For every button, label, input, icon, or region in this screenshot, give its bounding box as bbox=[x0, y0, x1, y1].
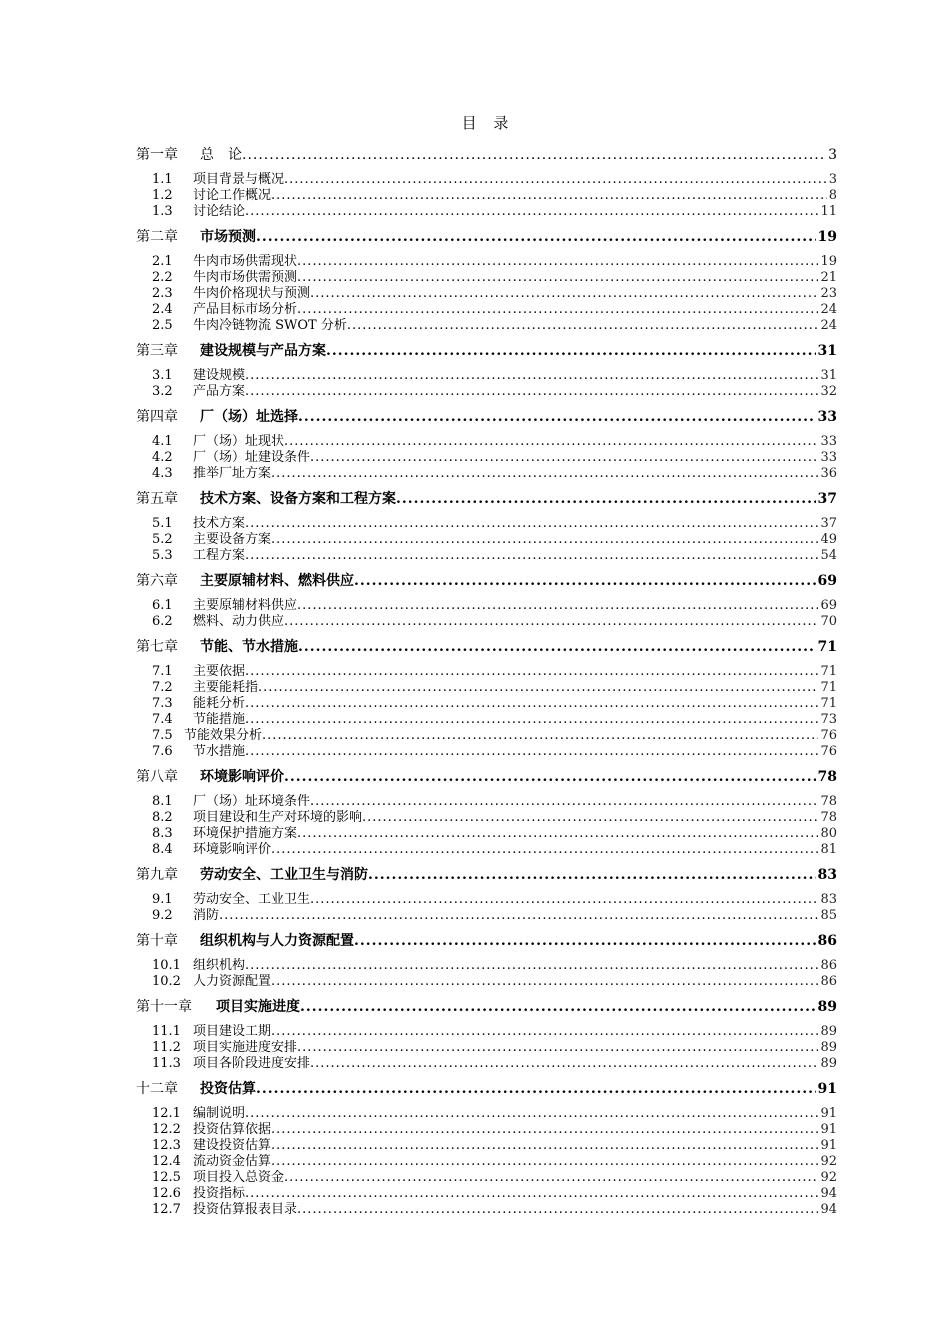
section-page-number: 33 bbox=[820, 450, 837, 465]
dot-leader bbox=[245, 1186, 818, 1202]
chapter-number: 第十章 bbox=[136, 933, 178, 949]
toc-section-entry[interactable] bbox=[136, 908, 837, 924]
section-title: 流动资金估算 bbox=[193, 1154, 272, 1169]
section-title: 项目建设工期 bbox=[193, 1024, 272, 1039]
section-number: 10.2 bbox=[152, 974, 181, 989]
section-page-number: 91 bbox=[820, 1138, 837, 1153]
chapter-page-number: 69 bbox=[817, 573, 837, 589]
toc-section-entry[interactable] bbox=[136, 172, 837, 188]
section-page-number: 36 bbox=[820, 466, 837, 481]
section-number: 5.1 bbox=[152, 516, 173, 531]
chapter-number: 第五章 bbox=[136, 491, 178, 507]
section-title: 主要能耗指 bbox=[193, 680, 259, 695]
section-title: 环境影响评价 bbox=[193, 842, 272, 857]
section-page-number: 70 bbox=[820, 614, 837, 629]
toc-section-entry[interactable] bbox=[136, 892, 837, 908]
section-page-number: 86 bbox=[820, 974, 837, 989]
chapter-title: 项目实施进度 bbox=[216, 999, 300, 1015]
section-number: 9.1 bbox=[152, 892, 173, 907]
section-number: 4.1 bbox=[152, 434, 173, 449]
dot-leader bbox=[245, 1106, 818, 1122]
chapter-page-number: 83 bbox=[817, 867, 837, 883]
toc-chapter-entry[interactable] bbox=[136, 228, 837, 246]
dot-leader bbox=[354, 932, 816, 950]
section-number: 7.6 bbox=[152, 744, 173, 759]
section-number: 12.1 bbox=[152, 1106, 181, 1121]
chapter-title: 劳动安全、工业卫生与消防 bbox=[200, 867, 368, 883]
section-title: 编制说明 bbox=[193, 1106, 246, 1121]
section-title: 消防 bbox=[193, 908, 220, 923]
section-page-number: 71 bbox=[820, 680, 837, 695]
toc-section-entry[interactable] bbox=[136, 794, 837, 810]
dot-leader bbox=[297, 254, 818, 270]
dot-leader bbox=[271, 466, 818, 482]
toc-section-entry[interactable] bbox=[136, 532, 837, 548]
section-number: 4.2 bbox=[152, 450, 173, 465]
section-number: 2.5 bbox=[152, 318, 173, 333]
section-number: 12.5 bbox=[152, 1170, 181, 1185]
toc-chapter-entry[interactable] bbox=[136, 342, 837, 360]
section-page-number: 31 bbox=[820, 368, 837, 383]
toc-section-entry[interactable] bbox=[136, 1186, 837, 1202]
dot-leader bbox=[354, 572, 816, 590]
section-number: 11.1 bbox=[152, 1024, 181, 1039]
section-title: 投资指标 bbox=[193, 1186, 246, 1201]
dot-leader bbox=[245, 368, 818, 384]
chapter-number: 十二章 bbox=[136, 1081, 178, 1097]
section-number: 4.3 bbox=[152, 466, 173, 481]
section-number: 7.1 bbox=[152, 664, 173, 679]
chapter-title: 投资估算 bbox=[200, 1081, 256, 1097]
toc-section-entry[interactable] bbox=[136, 826, 837, 842]
chapter-number: 第二章 bbox=[136, 229, 178, 245]
toc-section-entry[interactable] bbox=[136, 974, 837, 990]
toc-section-entry[interactable] bbox=[136, 1154, 837, 1170]
dot-leader bbox=[219, 908, 818, 924]
toc-section-entry[interactable] bbox=[136, 548, 837, 564]
chapter-number: 第一章 bbox=[136, 147, 178, 163]
chapter-page-number: 3 bbox=[828, 147, 837, 163]
section-page-number: 89 bbox=[820, 1056, 837, 1071]
section-title: 产品方案 bbox=[193, 384, 246, 399]
dot-leader bbox=[297, 826, 818, 842]
dot-leader bbox=[297, 270, 818, 286]
toc-section-entry[interactable] bbox=[136, 318, 837, 334]
dot-leader bbox=[271, 1138, 818, 1154]
dot-leader bbox=[271, 974, 818, 990]
chapter-page-number: 19 bbox=[817, 229, 837, 245]
dot-leader bbox=[271, 1024, 818, 1040]
section-title: 讨论工作概况 bbox=[193, 188, 272, 203]
section-page-number: 92 bbox=[820, 1154, 837, 1169]
chapter-number: 第七章 bbox=[136, 639, 178, 655]
section-title: 项目背景与概况 bbox=[193, 172, 285, 187]
section-page-number: 81 bbox=[820, 842, 837, 857]
dot-leader bbox=[245, 696, 818, 712]
dot-leader bbox=[245, 712, 818, 728]
section-page-number: 24 bbox=[820, 302, 837, 317]
dot-leader bbox=[245, 664, 818, 680]
dot-leader bbox=[310, 286, 818, 302]
toc-section-entry[interactable] bbox=[136, 204, 837, 220]
section-number: 2.4 bbox=[152, 302, 173, 317]
section-page-number: 54 bbox=[820, 548, 837, 563]
toc-section-entry[interactable] bbox=[136, 1056, 837, 1072]
chapter-title: 节能、节水措施 bbox=[200, 639, 298, 655]
section-number: 2.1 bbox=[152, 254, 173, 269]
chapter-page-number: 71 bbox=[817, 639, 837, 655]
section-page-number: 3 bbox=[828, 172, 837, 187]
section-title: 节能措施 bbox=[193, 712, 246, 727]
dot-leader bbox=[258, 680, 818, 696]
section-number: 5.3 bbox=[152, 548, 173, 563]
section-number: 12.4 bbox=[152, 1154, 181, 1169]
section-number: 6.2 bbox=[152, 614, 173, 629]
dot-leader bbox=[310, 450, 818, 466]
section-title: 推举厂址方案 bbox=[193, 466, 272, 481]
dot-leader bbox=[300, 998, 816, 1016]
toc-chapter-entry[interactable] bbox=[136, 866, 837, 884]
toc-section-entry[interactable] bbox=[136, 466, 837, 482]
toc-section-entry[interactable] bbox=[136, 664, 837, 680]
section-number: 3.2 bbox=[152, 384, 173, 399]
section-title: 项目投入总资金 bbox=[193, 1170, 285, 1185]
section-number: 1.3 bbox=[152, 204, 173, 219]
dot-leader bbox=[284, 172, 827, 188]
section-page-number: 78 bbox=[820, 810, 837, 825]
section-page-number: 91 bbox=[820, 1122, 837, 1137]
section-page-number: 37 bbox=[820, 516, 837, 531]
section-title: 牛肉市场供需现状 bbox=[193, 254, 298, 269]
dot-leader bbox=[310, 794, 818, 810]
dot-leader bbox=[245, 204, 818, 220]
section-number: 5.2 bbox=[152, 532, 173, 547]
table-of-contents bbox=[136, 146, 837, 1218]
toc-section-entry[interactable] bbox=[136, 1106, 837, 1122]
section-number: 8.1 bbox=[152, 794, 173, 809]
section-title: 项目各阶段进度安排 bbox=[193, 1056, 311, 1071]
section-number: 2.3 bbox=[152, 286, 173, 301]
dot-leader bbox=[271, 842, 818, 858]
dot-leader bbox=[298, 408, 816, 426]
toc-section-entry[interactable] bbox=[136, 368, 837, 384]
toc-section-entry[interactable] bbox=[136, 188, 837, 204]
section-title: 工程方案 bbox=[193, 548, 246, 563]
dot-leader bbox=[245, 384, 818, 400]
section-page-number: 94 bbox=[820, 1202, 837, 1217]
dot-leader bbox=[262, 728, 818, 744]
dot-leader bbox=[256, 1080, 816, 1098]
section-page-number: 71 bbox=[820, 696, 837, 711]
section-title: 产品目标市场分析 bbox=[193, 302, 298, 317]
section-title: 厂（场）址环境条件 bbox=[193, 794, 311, 809]
section-number: 8.4 bbox=[152, 842, 173, 857]
section-number: 7.5 bbox=[152, 728, 173, 743]
toc-section-entry[interactable] bbox=[136, 516, 837, 532]
toc-section-entry[interactable] bbox=[136, 680, 837, 696]
section-page-number: 86 bbox=[820, 958, 837, 973]
section-title: 牛肉价格现状与预测 bbox=[193, 286, 311, 301]
section-page-number: 73 bbox=[820, 712, 837, 727]
dot-leader bbox=[271, 532, 818, 548]
toc-chapter-entry[interactable] bbox=[136, 1080, 837, 1098]
chapter-page-number: 91 bbox=[817, 1081, 837, 1097]
section-number: 12.3 bbox=[152, 1138, 181, 1153]
dot-leader bbox=[284, 434, 818, 450]
section-page-number: 49 bbox=[820, 532, 837, 547]
chapter-title: 环境影响评价 bbox=[200, 769, 284, 785]
dot-leader bbox=[347, 318, 819, 334]
section-title: 牛肉冷链物流 SWOT 分析 bbox=[193, 318, 347, 333]
section-page-number: 8 bbox=[828, 188, 837, 203]
section-number: 7.4 bbox=[152, 712, 173, 727]
dot-leader bbox=[245, 958, 818, 974]
toc-section-entry[interactable] bbox=[136, 1138, 837, 1154]
section-page-number: 92 bbox=[820, 1170, 837, 1185]
chapter-page-number: 89 bbox=[817, 999, 837, 1015]
section-page-number: 91 bbox=[820, 1106, 837, 1121]
toc-section-entry[interactable] bbox=[136, 842, 837, 858]
section-title: 建设投资估算 bbox=[193, 1138, 272, 1153]
toc-section-entry[interactable] bbox=[136, 434, 837, 450]
section-number: 12.7 bbox=[152, 1202, 181, 1217]
chapter-title: 总 论 bbox=[200, 147, 242, 163]
toc-section-entry[interactable] bbox=[136, 614, 837, 630]
toc-section-entry[interactable] bbox=[136, 254, 837, 270]
section-page-number: 23 bbox=[820, 286, 837, 301]
section-title: 投资估算报表目录 bbox=[193, 1202, 298, 1217]
section-number: 11.2 bbox=[152, 1040, 181, 1055]
section-title: 主要依据 bbox=[193, 664, 246, 679]
section-title: 节水措施 bbox=[193, 744, 246, 759]
toc-title: 目 录 bbox=[461, 114, 515, 132]
toc-section-entry[interactable] bbox=[136, 450, 837, 466]
section-number: 8.2 bbox=[152, 810, 173, 825]
toc-section-entry[interactable] bbox=[136, 302, 837, 318]
section-number: 7.2 bbox=[152, 680, 173, 695]
section-number: 3.1 bbox=[152, 368, 173, 383]
section-title: 讨论结论 bbox=[193, 204, 246, 219]
section-page-number: 32 bbox=[820, 384, 837, 399]
section-page-number: 89 bbox=[820, 1040, 837, 1055]
section-page-number: 85 bbox=[820, 908, 837, 923]
section-number: 7.3 bbox=[152, 696, 173, 711]
section-title: 燃料、动力供应 bbox=[193, 614, 285, 629]
chapter-number: 第三章 bbox=[136, 343, 178, 359]
toc-section-entry[interactable] bbox=[136, 1202, 837, 1218]
toc-section-entry[interactable] bbox=[136, 696, 837, 712]
toc-chapter-entry[interactable] bbox=[136, 408, 837, 426]
dot-leader bbox=[297, 1040, 818, 1056]
toc-section-entry[interactable] bbox=[136, 1024, 837, 1040]
section-title: 技术方案 bbox=[193, 516, 246, 531]
section-title: 项目实施进度安排 bbox=[193, 1040, 298, 1055]
section-number: 12.6 bbox=[152, 1186, 181, 1201]
chapter-page-number: 86 bbox=[817, 933, 837, 949]
section-title: 劳动安全、工业卫生 bbox=[193, 892, 311, 907]
dot-leader bbox=[271, 188, 827, 204]
section-title: 主要原辅材料供应 bbox=[193, 598, 298, 613]
dot-leader bbox=[245, 744, 818, 760]
chapter-title: 技术方案、设备方案和工程方案 bbox=[200, 491, 396, 507]
section-page-number: 80 bbox=[820, 826, 837, 841]
dot-leader bbox=[362, 810, 818, 826]
dot-leader bbox=[271, 1154, 818, 1170]
section-title: 人力资源配置 bbox=[193, 974, 272, 989]
dot-leader bbox=[284, 614, 818, 630]
toc-section-entry[interactable] bbox=[136, 744, 837, 760]
toc-section-entry[interactable] bbox=[136, 384, 837, 400]
dot-leader bbox=[368, 866, 816, 884]
toc-section-entry[interactable] bbox=[136, 1040, 837, 1056]
section-page-number: 94 bbox=[820, 1186, 837, 1201]
section-number: 1.2 bbox=[152, 188, 173, 203]
chapter-number: 第六章 bbox=[136, 573, 178, 589]
section-page-number: 21 bbox=[820, 270, 837, 285]
section-title: 组织机构 bbox=[193, 958, 246, 973]
section-number: 12.2 bbox=[152, 1122, 181, 1137]
chapter-page-number: 78 bbox=[817, 769, 837, 785]
toc-section-entry[interactable] bbox=[136, 286, 837, 302]
section-title: 牛肉市场供需预测 bbox=[193, 270, 298, 285]
toc-chapter-entry[interactable] bbox=[136, 998, 837, 1016]
toc-chapter-entry[interactable] bbox=[136, 572, 837, 590]
section-page-number: 11 bbox=[820, 204, 837, 219]
section-title: 主要设备方案 bbox=[193, 532, 272, 547]
toc-chapter-entry[interactable] bbox=[136, 146, 837, 164]
dot-leader bbox=[396, 490, 816, 508]
section-page-number: 71 bbox=[820, 664, 837, 679]
section-number: 6.1 bbox=[152, 598, 173, 613]
toc-section-entry[interactable] bbox=[136, 958, 837, 974]
chapter-number: 第八章 bbox=[136, 769, 178, 785]
section-page-number: 69 bbox=[820, 598, 837, 613]
toc-section-entry[interactable] bbox=[136, 1122, 837, 1138]
chapter-title: 主要原辅材料、燃料供应 bbox=[200, 573, 354, 589]
dot-leader bbox=[284, 768, 816, 786]
toc-chapter-entry[interactable] bbox=[136, 490, 837, 508]
chapter-number: 第十一章 bbox=[136, 999, 192, 1015]
section-number: 10.1 bbox=[152, 958, 181, 973]
toc-chapter-entry[interactable] bbox=[136, 638, 837, 656]
chapter-page-number: 31 bbox=[817, 343, 837, 359]
section-page-number: 76 bbox=[820, 728, 837, 743]
chapter-number: 第九章 bbox=[136, 867, 178, 883]
toc-section-entry[interactable] bbox=[136, 728, 837, 744]
dot-leader bbox=[245, 548, 818, 564]
section-title: 建设规模 bbox=[193, 368, 246, 383]
section-title: 投资估算依据 bbox=[193, 1122, 272, 1137]
chapter-title: 厂（场）址选择 bbox=[200, 409, 298, 425]
dot-leader bbox=[297, 1202, 818, 1218]
section-number: 9.2 bbox=[152, 908, 173, 923]
chapter-title: 组织机构与人力资源配置 bbox=[200, 933, 354, 949]
toc-chapter-entry[interactable] bbox=[136, 768, 837, 786]
section-title: 厂（场）址现状 bbox=[193, 434, 285, 449]
section-page-number: 33 bbox=[820, 434, 837, 449]
dot-leader bbox=[326, 342, 816, 360]
toc-section-entry[interactable] bbox=[136, 712, 837, 728]
section-title: 能耗分析 bbox=[193, 696, 246, 711]
section-page-number: 76 bbox=[820, 744, 837, 759]
chapter-title: 建设规模与产品方案 bbox=[200, 343, 326, 359]
chapter-number: 第四章 bbox=[136, 409, 178, 425]
toc-chapter-entry[interactable] bbox=[136, 932, 837, 950]
section-page-number: 19 bbox=[820, 254, 837, 269]
chapter-page-number: 33 bbox=[817, 409, 837, 425]
section-number: 11.3 bbox=[152, 1056, 181, 1071]
toc-section-entry[interactable] bbox=[136, 1170, 837, 1186]
section-number: 8.3 bbox=[152, 826, 173, 841]
section-title: 节能效果分析 bbox=[184, 728, 263, 743]
dot-leader bbox=[297, 302, 818, 318]
section-number: 1.1 bbox=[152, 172, 173, 187]
chapter-title: 市场预测 bbox=[200, 229, 256, 245]
dot-leader bbox=[256, 228, 816, 246]
dot-leader bbox=[297, 598, 818, 614]
dot-leader bbox=[310, 1056, 818, 1072]
section-page-number: 24 bbox=[820, 318, 837, 333]
dot-leader bbox=[245, 516, 818, 532]
dot-leader bbox=[271, 1122, 818, 1138]
section-number: 2.2 bbox=[152, 270, 173, 285]
section-page-number: 83 bbox=[820, 892, 837, 907]
toc-section-entry[interactable] bbox=[136, 270, 837, 286]
dot-leader bbox=[284, 1170, 818, 1186]
section-page-number: 89 bbox=[820, 1024, 837, 1039]
toc-section-entry[interactable] bbox=[136, 598, 837, 614]
toc-section-entry[interactable] bbox=[136, 810, 837, 826]
dot-leader bbox=[310, 892, 818, 908]
section-title: 厂（场）址建设条件 bbox=[193, 450, 311, 465]
dot-leader bbox=[242, 146, 826, 164]
section-title: 项目建设和生产对环境的影响 bbox=[193, 810, 363, 825]
dot-leader bbox=[298, 638, 816, 656]
chapter-page-number: 37 bbox=[817, 491, 837, 507]
section-title: 环境保护措施方案 bbox=[193, 826, 298, 841]
section-page-number: 78 bbox=[820, 794, 837, 809]
